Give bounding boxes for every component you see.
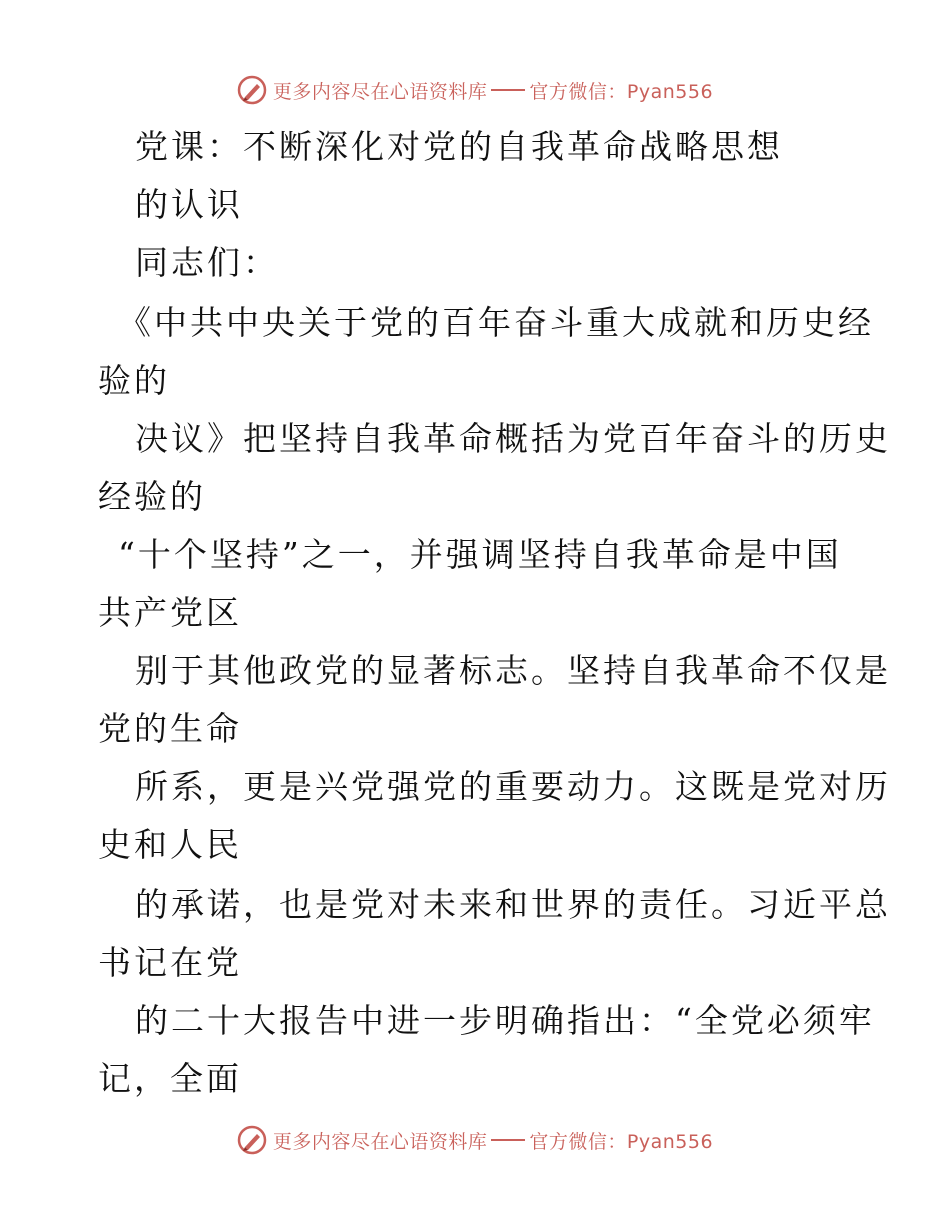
paragraph-line: 所系，更是兴党强党的重要动力。这既是党对历	[135, 767, 891, 806]
paragraph-line: 经验的	[98, 477, 206, 516]
paragraph-line: “十个坚持”之一，并强调坚持自我革命是中国	[118, 535, 842, 574]
paragraph-line: 验的	[98, 361, 170, 400]
footer-banner-text: 更多内容尽在心语资料库	[272, 1130, 488, 1153]
paragraph-line: 党的生命	[98, 709, 242, 748]
paragraph-line: 的二十大报告中进一步明确指出：“全党必须牢	[135, 1001, 875, 1040]
document-title-line-2: 的认识	[135, 185, 243, 224]
paragraph-line: 记，全面	[98, 1059, 242, 1098]
salutation: 同志们：	[135, 243, 279, 282]
paragraph-line: 《中共中央关于党的百年奋斗重大成就和历史经	[118, 303, 874, 342]
document-title-line-1: 党课：不断深化对党的自我革命战略思想	[135, 127, 783, 166]
paragraph-line: 共产党区	[98, 593, 242, 632]
footer-banner-wechat: 官方微信：Pyan556	[529, 1130, 714, 1153]
footer-banner-dash	[491, 1139, 525, 1141]
paragraph-line: 书记在党	[98, 943, 242, 982]
paragraph-line: 别于其他政党的显著标志。坚持自我革命不仅是	[135, 651, 891, 690]
paragraph-line: 决议》把坚持自我革命概括为党百年奋斗的历史	[135, 419, 891, 458]
pen-logo-icon	[237, 1125, 267, 1155]
paragraph-line: 的承诺，也是党对未来和世界的责任。习近平总	[135, 885, 891, 924]
header-banner-wechat: 官方微信：Pyan556	[529, 80, 714, 103]
header-banner-text: 更多内容尽在心语资料库	[272, 80, 488, 103]
paragraph-line: 史和人民	[98, 825, 242, 864]
footer-banner	[0, 1120, 950, 1160]
